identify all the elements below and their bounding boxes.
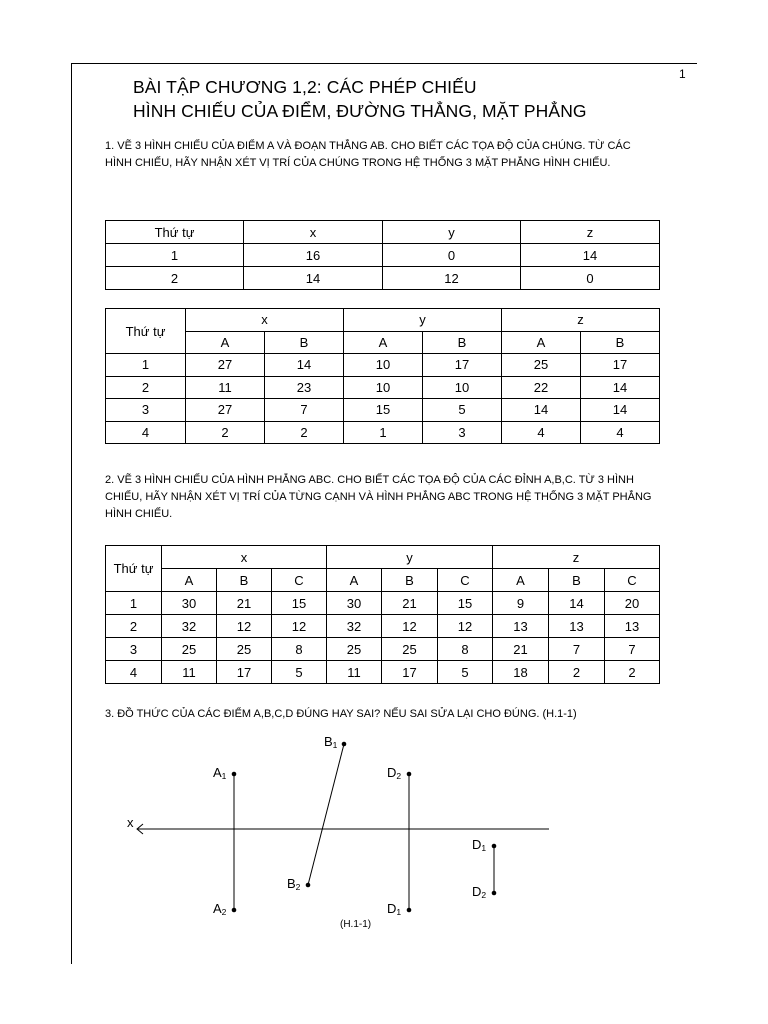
table-cell: 0 — [383, 244, 521, 267]
point-d2-right-label: D2 — [472, 884, 487, 900]
table-cell: 32 — [162, 615, 217, 638]
table-cell: 7 — [549, 638, 605, 661]
table-subheader: C — [438, 569, 493, 592]
table-subheader: A — [162, 569, 217, 592]
table-subheader: B — [265, 331, 344, 354]
table-cell: 16 — [244, 244, 383, 267]
table-cell: 2 — [549, 661, 605, 684]
table-cell: 8 — [438, 638, 493, 661]
table-cell: 2 — [106, 267, 244, 290]
table-cell: 2 — [106, 376, 186, 399]
point-d1-right-dot — [492, 844, 497, 849]
table-cell: 21 — [382, 592, 438, 615]
table-cell: 20 — [605, 592, 660, 615]
table-subheader: A — [493, 569, 549, 592]
table-cell: 13 — [605, 615, 660, 638]
table-cell: 7 — [265, 399, 344, 422]
table-cell: 11 — [186, 376, 265, 399]
table-cell: 4 — [502, 421, 581, 444]
table-cell: 12 — [272, 615, 327, 638]
table-cell: 8 — [272, 638, 327, 661]
table-cell: 1 — [106, 244, 244, 267]
point-d2-right-dot — [492, 891, 497, 896]
table-subheader: C — [605, 569, 660, 592]
table-cell: 27 — [186, 399, 265, 422]
table-header: z — [521, 221, 660, 244]
table-cell: 22 — [502, 376, 581, 399]
table-subheader: C — [272, 569, 327, 592]
table-header: y — [383, 221, 521, 244]
table-cell: 25 — [327, 638, 382, 661]
table-header: x — [162, 546, 327, 569]
table-cell: 21 — [493, 638, 549, 661]
table-cell: 18 — [493, 661, 549, 684]
table-header: x — [186, 309, 344, 332]
table-cell: 5 — [438, 661, 493, 684]
table-subheader: A — [186, 331, 265, 354]
point-a2-dot — [232, 908, 237, 913]
table-cell: 7 — [605, 638, 660, 661]
table-cell: 32 — [327, 615, 382, 638]
table-cell: 12 — [383, 267, 521, 290]
table-cell: 2 — [106, 615, 162, 638]
table-subheader: B — [581, 331, 660, 354]
page-number: 1 — [679, 67, 686, 81]
table-cell: 2 — [605, 661, 660, 684]
exercise-1-text: 1. VẼ 3 HÌNH CHIẾU CỦA ĐIỂM A VÀ ĐOẠN THẲNG AB. CHO BIẾT CÁC TỌA ĐỘ CỦA CHÚNG. TỪ CÁC HÌNH CHIẾU, HÃY NHẬN XÉT VỊ TRÍ CỦA CHÚNG TRONG HỆ THỐNG 3 MẶT PHẲNG HÌNH CHIẾU. — [105, 140, 631, 169]
table-cell: 15 — [272, 592, 327, 615]
point-a1-dot — [232, 772, 237, 777]
table-cell: 2 — [265, 421, 344, 444]
table-subheader: B — [423, 331, 502, 354]
table-cell: 30 — [162, 592, 217, 615]
exercise-2-text: 2. VẼ 3 HÌNH CHIẾU CỦA HÌNH PHẲNG ABC. CHO BIẾT CÁC TỌA ĐỘ CỦA CÁC ĐỈNH A,B,C. TỪ 3 HÌNH CHIẾU, HÃY NHẬN XÉT VỊ TRÍ CỦA TỪNG CẠNH VÀ HÌNH PHẲNG ABC TRONG HỆ THỐNG 3 MẶT PHẲNG HÌNH CHIẾU. — [105, 474, 652, 520]
table-subheader: B — [382, 569, 438, 592]
point-d1-label: D1 — [387, 901, 402, 917]
point-d1-dot — [407, 908, 412, 913]
table-cell: 0 — [521, 267, 660, 290]
table-cell: 5 — [423, 399, 502, 422]
table-cell: 12 — [217, 615, 272, 638]
table-cell: 14 — [244, 267, 383, 290]
table-cell: 10 — [344, 354, 423, 377]
table-cell: 14 — [581, 399, 660, 422]
table-cell: 25 — [382, 638, 438, 661]
table-cell: 11 — [327, 661, 382, 684]
table-cell: 21 — [217, 592, 272, 615]
table-header: y — [344, 309, 502, 332]
table-cell: 25 — [217, 638, 272, 661]
table-cell: 2 — [186, 421, 265, 444]
table-cell: 25 — [162, 638, 217, 661]
point-b1-label: B1 — [324, 734, 338, 750]
table-cell: 1 — [106, 354, 186, 377]
table-subheader: A — [502, 331, 581, 354]
table-cell: 10 — [344, 376, 423, 399]
table-subheader: A — [344, 331, 423, 354]
table-cell: 15 — [438, 592, 493, 615]
table-cell: 4 — [106, 661, 162, 684]
table-cell: 17 — [382, 661, 438, 684]
table-cell: 4 — [106, 421, 186, 444]
table-cell: 14 — [502, 399, 581, 422]
table-cell: 14 — [581, 376, 660, 399]
title-line-1: BÀI TẬP CHƯƠNG 1,2: CÁC PHÉP CHIẾU — [133, 77, 477, 97]
point-a1-label: A1 — [213, 765, 227, 781]
table-subheader: A — [327, 569, 382, 592]
table-cell: 13 — [549, 615, 605, 638]
table-cell: 14 — [549, 592, 605, 615]
point-b2-label: B2 — [287, 876, 301, 892]
table-cell: 14 — [265, 354, 344, 377]
point-d1-right-label: D1 — [472, 837, 487, 853]
table-cell: 25 — [502, 354, 581, 377]
figure-caption: (H.1-1) — [340, 919, 372, 930]
table-cell: 1 — [344, 421, 423, 444]
point-b2-dot — [306, 883, 311, 888]
point-d2-dot — [407, 772, 412, 777]
table-cell: 3 — [423, 421, 502, 444]
table-cell: 30 — [327, 592, 382, 615]
table-cell: 12 — [382, 615, 438, 638]
point-d2-label: D2 — [387, 765, 402, 781]
table-cell: 17 — [423, 354, 502, 377]
title-line-2: HÌNH CHIẾU CỦA ĐIỂM, ĐƯỜNG THẲNG, MẶT PHẲNG — [133, 101, 587, 121]
table-header: y — [327, 546, 493, 569]
exercise-3-text: 3. ĐỒ THỨC CỦA CÁC ĐIỂM A,B,C,D ĐÚNG HAY SAI? NẾU SAI SỬA LẠI CHO ĐÚNG. (H.1-1) — [105, 708, 577, 720]
table-cell: 4 — [581, 421, 660, 444]
table-subheader: B — [217, 569, 272, 592]
table-cell: 11 — [162, 661, 217, 684]
table-cell: 17 — [581, 354, 660, 377]
table-header: z — [493, 546, 660, 569]
table-header: Thứ tự — [106, 221, 244, 244]
table-cell: 10 — [423, 376, 502, 399]
point-b1-dot — [342, 742, 347, 747]
table-cell: 1 — [106, 592, 162, 615]
table-cell: 23 — [265, 376, 344, 399]
table-cell: 13 — [493, 615, 549, 638]
table-cell: 3 — [106, 638, 162, 661]
table-header: Thứ tự — [106, 309, 186, 354]
table-header: Thứ tự — [106, 546, 162, 592]
point-a2-label: A2 — [213, 901, 227, 917]
table-cell: 5 — [272, 661, 327, 684]
table-header: x — [244, 221, 383, 244]
table-cell: 17 — [217, 661, 272, 684]
table-cell: 9 — [493, 592, 549, 615]
table-cell: 3 — [106, 399, 186, 422]
table-cell: 27 — [186, 354, 265, 377]
x-axis-label: x — [127, 815, 134, 830]
table-cell: 15 — [344, 399, 423, 422]
table-cell: 12 — [438, 615, 493, 638]
table-header: z — [502, 309, 660, 332]
table-cell: 14 — [521, 244, 660, 267]
point-b-line — [308, 744, 344, 885]
table-subheader: B — [549, 569, 605, 592]
